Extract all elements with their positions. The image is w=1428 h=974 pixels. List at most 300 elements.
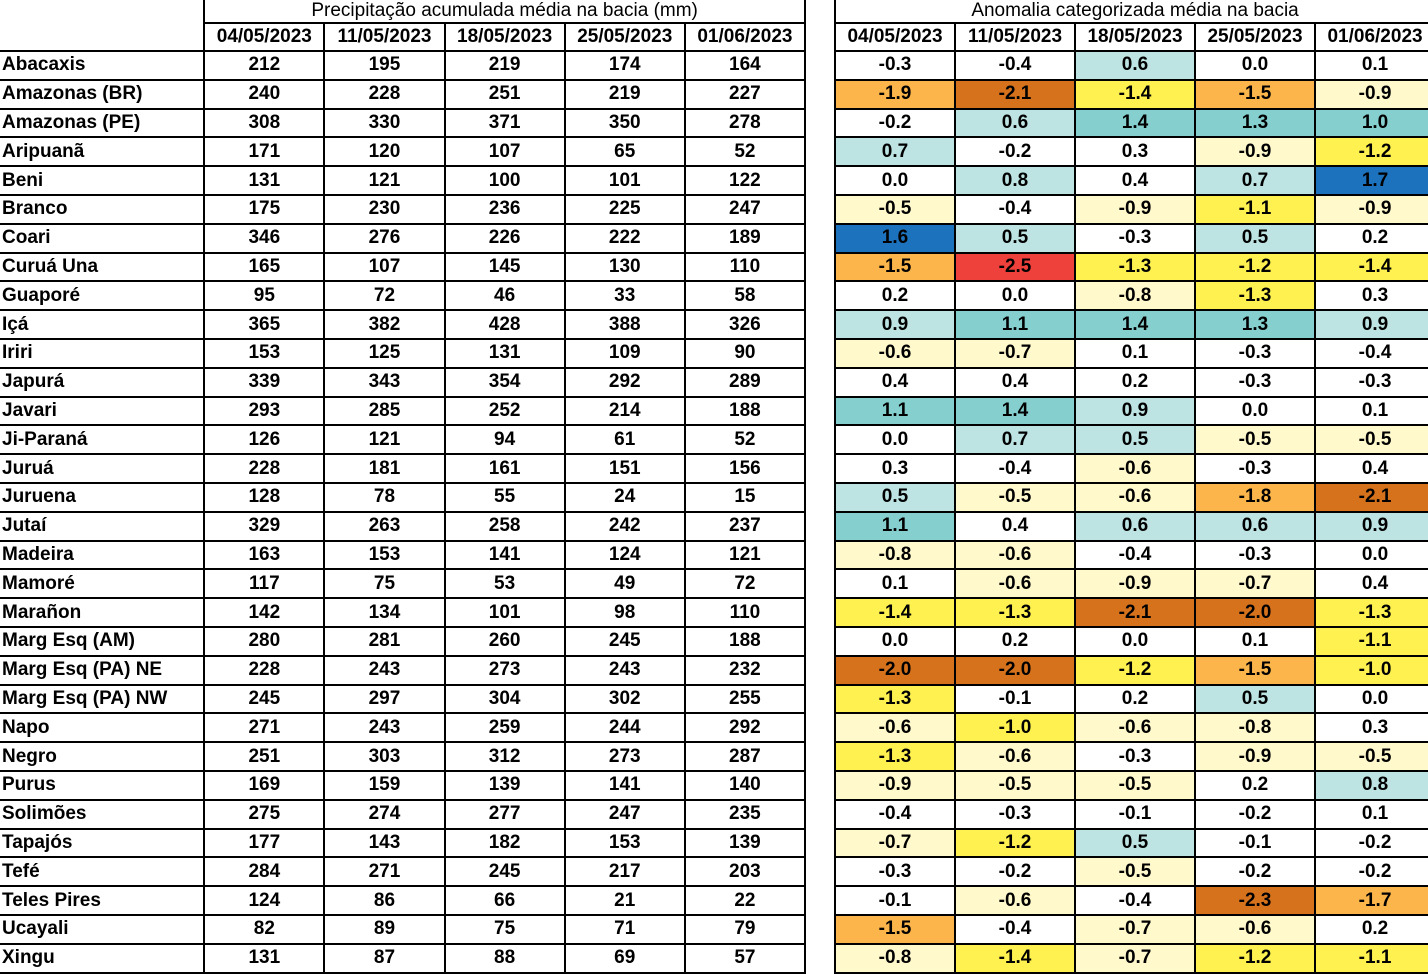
basin-row — [0, 656, 805, 685]
precip-value: 189 — [685, 224, 805, 253]
anomaly-value: 0.7 — [835, 137, 955, 166]
precip-value: 273 — [445, 656, 565, 685]
basin-name: Iriri — [0, 339, 204, 368]
anomaly-value: -0.3 — [1075, 742, 1195, 771]
anomaly-value: -0.5 — [955, 771, 1075, 800]
anomaly-value: -1.3 — [1075, 253, 1195, 282]
precip-value: 302 — [565, 685, 685, 714]
anomaly-value: -0.4 — [955, 454, 1075, 483]
precip-value: 273 — [565, 742, 685, 771]
precip-value: 217 — [565, 857, 685, 886]
precip-value: 88 — [445, 944, 565, 973]
basin-row — [0, 857, 805, 886]
basin-name: Teles Pires — [0, 886, 204, 915]
precip-value: 251 — [204, 742, 324, 771]
basin-row — [0, 742, 805, 771]
precip-value: 181 — [324, 454, 444, 483]
basin-row — [0, 195, 805, 224]
precip-value: 277 — [445, 800, 565, 829]
anomaly-row — [835, 425, 1428, 454]
anomaly-value: -1.0 — [1315, 656, 1428, 685]
precip-value: 182 — [445, 829, 565, 858]
precip-value: 15 — [685, 483, 805, 512]
basin-name: Branco — [0, 195, 204, 224]
anomaly-value: 1.6 — [835, 224, 955, 253]
precip-value: 252 — [445, 397, 565, 426]
basin-row — [0, 166, 805, 195]
precip-value: 292 — [685, 713, 805, 742]
precip-value: 225 — [565, 195, 685, 224]
precip-value: 228 — [324, 80, 444, 109]
blank-corner — [0, 0, 204, 23]
precip-value: 79 — [685, 915, 805, 944]
anomaly-value: 1.3 — [1195, 109, 1315, 138]
anomaly-value: -0.1 — [1075, 800, 1195, 829]
anomaly-value: 0.2 — [1315, 224, 1428, 253]
basin-row — [0, 397, 805, 426]
basin-name: Japurá — [0, 368, 204, 397]
basin-row — [0, 886, 805, 915]
anomaly-value: 0.5 — [1195, 224, 1315, 253]
anomaly-value: -2.0 — [955, 656, 1075, 685]
precip-value: 271 — [324, 857, 444, 886]
precip-value: 304 — [445, 685, 565, 714]
anomaly-table — [834, 0, 1428, 974]
anomaly-value: -0.5 — [1075, 771, 1195, 800]
basin-name: Guaporé — [0, 281, 204, 310]
anomaly-value: -0.3 — [1195, 368, 1315, 397]
precip-value: 89 — [324, 915, 444, 944]
precip-value: 274 — [324, 800, 444, 829]
anomaly-value: -0.8 — [835, 541, 955, 570]
precip-value: 285 — [324, 397, 444, 426]
anomaly-row — [835, 800, 1428, 829]
precip-value: 278 — [685, 109, 805, 138]
anomaly-value: 0.0 — [1075, 627, 1195, 656]
precip-value: 171 — [204, 137, 324, 166]
anomaly-value: 0.2 — [1075, 685, 1195, 714]
precip-value: 101 — [565, 166, 685, 195]
anomaly-value: -0.6 — [955, 886, 1075, 915]
anomaly-value: 0.3 — [1075, 137, 1195, 166]
precip-value: 128 — [204, 483, 324, 512]
basin-name: Coari — [0, 224, 204, 253]
anomaly-value: -1.2 — [1075, 656, 1195, 685]
anomaly-row — [835, 771, 1428, 800]
anomaly-value: 0.1 — [1315, 51, 1428, 80]
basin-row — [0, 109, 805, 138]
anomaly-row — [835, 253, 1428, 282]
basin-row — [0, 685, 805, 714]
precip-value: 101 — [445, 598, 565, 627]
anomaly-value: -0.6 — [1075, 454, 1195, 483]
precip-value: 237 — [685, 512, 805, 541]
anomaly-value: 1.4 — [1075, 310, 1195, 339]
anom-date-header: 11/05/2023 — [955, 23, 1075, 51]
precip-value: 134 — [324, 598, 444, 627]
anomaly-value: 0.9 — [835, 310, 955, 339]
precip-value: 66 — [445, 886, 565, 915]
precip-value: 57 — [685, 944, 805, 973]
anomaly-value: 0.8 — [1315, 771, 1428, 800]
anomaly-row — [835, 857, 1428, 886]
basin-name: Içá — [0, 310, 204, 339]
precip-value: 371 — [445, 109, 565, 138]
anomaly-value: -1.1 — [1315, 944, 1428, 973]
precip-value: 153 — [565, 829, 685, 858]
basin-name: Amazonas (BR) — [0, 80, 204, 109]
anomaly-value: -1.1 — [1315, 627, 1428, 656]
anomaly-value: -0.9 — [835, 771, 955, 800]
precip-value: 214 — [565, 397, 685, 426]
precip-value: 203 — [685, 857, 805, 886]
precip-value: 140 — [685, 771, 805, 800]
precip-value: 55 — [445, 483, 565, 512]
anomaly-value: 0.4 — [1315, 454, 1428, 483]
anomaly-row — [835, 310, 1428, 339]
basin-row — [0, 915, 805, 944]
precip-value: 69 — [565, 944, 685, 973]
anomaly-value: 0.4 — [1075, 166, 1195, 195]
anomaly-value: -1.3 — [955, 598, 1075, 627]
anom-date-header: 25/05/2023 — [1195, 23, 1315, 51]
anomaly-row — [835, 886, 1428, 915]
anomaly-value: -0.3 — [1195, 339, 1315, 368]
anomaly-value: -0.9 — [1315, 80, 1428, 109]
precip-value: 121 — [324, 425, 444, 454]
anom-title: Anomalia categorizada média na bacia — [835, 0, 1428, 23]
anomaly-value: -0.8 — [1075, 281, 1195, 310]
precip-value: 227 — [685, 80, 805, 109]
anomaly-value: -0.9 — [1195, 742, 1315, 771]
precip-value: 131 — [445, 339, 565, 368]
basin-row — [0, 569, 805, 598]
precip-value: 281 — [324, 627, 444, 656]
anomaly-value: 0.7 — [1195, 166, 1315, 195]
precip-value: 153 — [324, 541, 444, 570]
precip-value: 258 — [445, 512, 565, 541]
anomaly-value: 0.2 — [835, 281, 955, 310]
precip-value: 388 — [565, 310, 685, 339]
precip-value: 251 — [445, 80, 565, 109]
anomaly-value: -2.1 — [955, 80, 1075, 109]
anomaly-value: -0.7 — [1075, 915, 1195, 944]
anomaly-value: -0.3 — [955, 800, 1075, 829]
precip-value: 145 — [445, 253, 565, 282]
precip-value: 245 — [565, 627, 685, 656]
precip-value: 33 — [565, 281, 685, 310]
anomaly-value: -0.2 — [1315, 829, 1428, 858]
precip-value: 107 — [324, 253, 444, 282]
anomaly-value: 0.1 — [1315, 397, 1428, 426]
anomaly-value: 1.7 — [1315, 166, 1428, 195]
anomaly-row — [835, 829, 1428, 858]
precip-value: 120 — [324, 137, 444, 166]
precip-value: 58 — [685, 281, 805, 310]
precip-value: 24 — [565, 483, 685, 512]
precip-value: 245 — [445, 857, 565, 886]
basin-name: Negro — [0, 742, 204, 771]
anom-date-header: 18/05/2023 — [1075, 23, 1195, 51]
basin-row — [0, 454, 805, 483]
anomaly-row — [835, 281, 1428, 310]
basin-row — [0, 339, 805, 368]
precip-value: 121 — [685, 541, 805, 570]
precip-value: 260 — [445, 627, 565, 656]
anomaly-value: -0.6 — [1075, 483, 1195, 512]
precip-value: 280 — [204, 627, 324, 656]
anomaly-value: -0.2 — [1315, 857, 1428, 886]
basin-name: Madeira — [0, 541, 204, 570]
precip-value: 71 — [565, 915, 685, 944]
precip-value: 153 — [204, 339, 324, 368]
anomaly-value: -0.2 — [955, 857, 1075, 886]
precip-value: 124 — [565, 541, 685, 570]
anomaly-value: -0.6 — [955, 742, 1075, 771]
anomaly-row — [835, 569, 1428, 598]
anomaly-value: 0.0 — [955, 281, 1075, 310]
anomaly-value: 0.8 — [955, 166, 1075, 195]
basin-name: Juruá — [0, 454, 204, 483]
anomaly-value: 0.1 — [1195, 627, 1315, 656]
anomaly-value: -1.8 — [1195, 483, 1315, 512]
basin-name: Marg Esq (PA) NW — [0, 685, 204, 714]
anomaly-value: 1.1 — [835, 512, 955, 541]
anomaly-value: 0.2 — [1075, 368, 1195, 397]
precip-value: 276 — [324, 224, 444, 253]
precip-title-row — [0, 0, 805, 23]
anomaly-value: -0.2 — [835, 109, 955, 138]
precip-value: 242 — [565, 512, 685, 541]
anomaly-value: 0.0 — [1195, 51, 1315, 80]
anomaly-row — [835, 512, 1428, 541]
precip-value: 126 — [204, 425, 324, 454]
anomaly-value: -0.9 — [1315, 195, 1428, 224]
anomaly-value: -0.5 — [955, 483, 1075, 512]
anomaly-row — [835, 339, 1428, 368]
precip-value: 284 — [204, 857, 324, 886]
anomaly-value: -0.3 — [1315, 368, 1428, 397]
anomaly-value: 0.1 — [1075, 339, 1195, 368]
anomaly-value: -0.1 — [835, 886, 955, 915]
basin-name: Abacaxis — [0, 51, 204, 80]
anomaly-value: -0.2 — [1195, 857, 1315, 886]
anomaly-value: -1.3 — [835, 685, 955, 714]
anomaly-row — [835, 195, 1428, 224]
basin-row — [0, 483, 805, 512]
anom-date-header: 04/05/2023 — [835, 23, 955, 51]
anomaly-value: -0.4 — [955, 195, 1075, 224]
precip-value: 188 — [685, 627, 805, 656]
precip-value: 110 — [685, 598, 805, 627]
basin-name: Purus — [0, 771, 204, 800]
anomaly-value: 0.3 — [1315, 281, 1428, 310]
anomaly-value: -1.4 — [955, 944, 1075, 973]
anomaly-value: 1.0 — [1315, 109, 1428, 138]
anom-date-header: 01/06/2023 — [1315, 23, 1428, 51]
precip-value: 72 — [685, 569, 805, 598]
anomaly-value: -0.4 — [1315, 339, 1428, 368]
precip-value: 259 — [445, 713, 565, 742]
anomaly-value: -1.2 — [1195, 253, 1315, 282]
precip-value: 22 — [685, 886, 805, 915]
precip-value: 78 — [324, 483, 444, 512]
basin-name: Napo — [0, 713, 204, 742]
precip-value: 159 — [324, 771, 444, 800]
anomaly-value: 0.5 — [1075, 425, 1195, 454]
precip-value: 98 — [565, 598, 685, 627]
precip-value: 94 — [445, 425, 565, 454]
anomaly-value: 1.1 — [835, 397, 955, 426]
anomaly-value: -0.5 — [1195, 425, 1315, 454]
anomaly-value: 0.5 — [955, 224, 1075, 253]
precip-value: 141 — [445, 541, 565, 570]
anomaly-value: -0.7 — [835, 829, 955, 858]
precip-value: 226 — [445, 224, 565, 253]
precip-value: 109 — [565, 339, 685, 368]
precip-value: 228 — [204, 454, 324, 483]
precip-value: 222 — [565, 224, 685, 253]
anomaly-value: 0.0 — [1195, 397, 1315, 426]
precip-value: 130 — [565, 253, 685, 282]
precip-value: 46 — [445, 281, 565, 310]
precip-date-header: 04/05/2023 — [204, 23, 324, 51]
anomaly-value: 0.0 — [1315, 541, 1428, 570]
anomaly-row — [835, 137, 1428, 166]
precip-value: 382 — [324, 310, 444, 339]
anomaly-value: -0.4 — [955, 915, 1075, 944]
anomaly-value: 0.0 — [835, 627, 955, 656]
anomaly-row — [835, 397, 1428, 426]
precip-value: 175 — [204, 195, 324, 224]
precip-value: 292 — [565, 368, 685, 397]
anomaly-value: -0.6 — [1075, 713, 1195, 742]
anomaly-value: -0.7 — [1195, 569, 1315, 598]
anomaly-row — [835, 224, 1428, 253]
precip-value: 131 — [204, 944, 324, 973]
precip-value: 243 — [324, 713, 444, 742]
precip-value: 346 — [204, 224, 324, 253]
basin-name: Jutaí — [0, 512, 204, 541]
precip-value: 247 — [685, 195, 805, 224]
precip-value: 329 — [204, 512, 324, 541]
basin-name: Aripuanã — [0, 137, 204, 166]
basin-name: Ucayali — [0, 915, 204, 944]
basin-name: Marañon — [0, 598, 204, 627]
precip-value: 219 — [445, 51, 565, 80]
precip-value: 289 — [685, 368, 805, 397]
precip-value: 297 — [324, 685, 444, 714]
precip-value: 287 — [685, 742, 805, 771]
basin-row — [0, 253, 805, 282]
precip-value: 235 — [685, 800, 805, 829]
precip-value: 65 — [565, 137, 685, 166]
anomaly-value: -0.1 — [1195, 829, 1315, 858]
precip-date-header: 25/05/2023 — [565, 23, 685, 51]
anomaly-row — [835, 541, 1428, 570]
anomaly-value: -0.9 — [1075, 569, 1195, 598]
anomaly-value: -0.4 — [1075, 541, 1195, 570]
anomaly-value: -0.7 — [955, 339, 1075, 368]
anomaly-value: -0.4 — [955, 51, 1075, 80]
anomaly-value: 0.6 — [955, 109, 1075, 138]
precip-value: 243 — [324, 656, 444, 685]
anomaly-value: -2.1 — [1075, 598, 1195, 627]
anomaly-row — [835, 368, 1428, 397]
precip-value: 75 — [445, 915, 565, 944]
anomaly-value: -0.6 — [835, 713, 955, 742]
anom-title-row — [835, 0, 1428, 23]
precip-value: 125 — [324, 339, 444, 368]
basin-row — [0, 771, 805, 800]
anomaly-value: -0.5 — [1315, 742, 1428, 771]
precip-date-row — [0, 23, 805, 51]
anomaly-value: 0.0 — [1315, 685, 1428, 714]
basin-row — [0, 281, 805, 310]
anomaly-value: -2.0 — [835, 656, 955, 685]
anomaly-value: 1.4 — [1075, 109, 1195, 138]
anomaly-value: -0.4 — [835, 800, 955, 829]
anomaly-value: 0.4 — [1315, 569, 1428, 598]
anomaly-value: 0.3 — [835, 454, 955, 483]
precip-date-header: 01/06/2023 — [685, 23, 805, 51]
precip-value: 165 — [204, 253, 324, 282]
precip-value: 61 — [565, 425, 685, 454]
anomaly-value: 0.6 — [1195, 512, 1315, 541]
anomaly-value: 0.2 — [1195, 771, 1315, 800]
precip-value: 308 — [204, 109, 324, 138]
anomaly-value: 1.3 — [1195, 310, 1315, 339]
anomaly-value: -1.1 — [1195, 195, 1315, 224]
anomaly-value: 0.6 — [1075, 51, 1195, 80]
precip-value: 164 — [685, 51, 805, 80]
anomaly-value: 0.9 — [1315, 512, 1428, 541]
anomaly-value: -1.7 — [1315, 886, 1428, 915]
precip-value: 139 — [445, 771, 565, 800]
basin-name: Xingu — [0, 944, 204, 973]
precip-value: 110 — [685, 253, 805, 282]
anomaly-row — [835, 713, 1428, 742]
precip-value: 428 — [445, 310, 565, 339]
anomaly-value: 0.9 — [1075, 397, 1195, 426]
anomaly-value: 0.4 — [835, 368, 955, 397]
anomaly-value: -1.5 — [835, 915, 955, 944]
anomaly-value: -0.4 — [1075, 886, 1195, 915]
precip-value: 121 — [324, 166, 444, 195]
anomaly-row — [835, 80, 1428, 109]
precip-value: 174 — [565, 51, 685, 80]
basin-name: Marg Esq (AM) — [0, 627, 204, 656]
precip-value: 247 — [565, 800, 685, 829]
anomaly-row — [835, 483, 1428, 512]
basin-row — [0, 944, 805, 973]
anomaly-value: 0.2 — [955, 627, 1075, 656]
precip-value: 275 — [204, 800, 324, 829]
basin-row — [0, 368, 805, 397]
precip-value: 87 — [324, 944, 444, 973]
precip-value: 75 — [324, 569, 444, 598]
anomaly-row — [835, 51, 1428, 80]
anomaly-value: -0.8 — [1195, 713, 1315, 742]
precip-value: 188 — [685, 397, 805, 426]
anomaly-value: -1.4 — [1315, 253, 1428, 282]
anomaly-value: 0.9 — [1315, 310, 1428, 339]
basin-row — [0, 541, 805, 570]
anomaly-value: -0.6 — [835, 339, 955, 368]
anomaly-value: 0.1 — [1315, 800, 1428, 829]
anomaly-row — [835, 166, 1428, 195]
anomaly-value: -1.0 — [955, 713, 1075, 742]
